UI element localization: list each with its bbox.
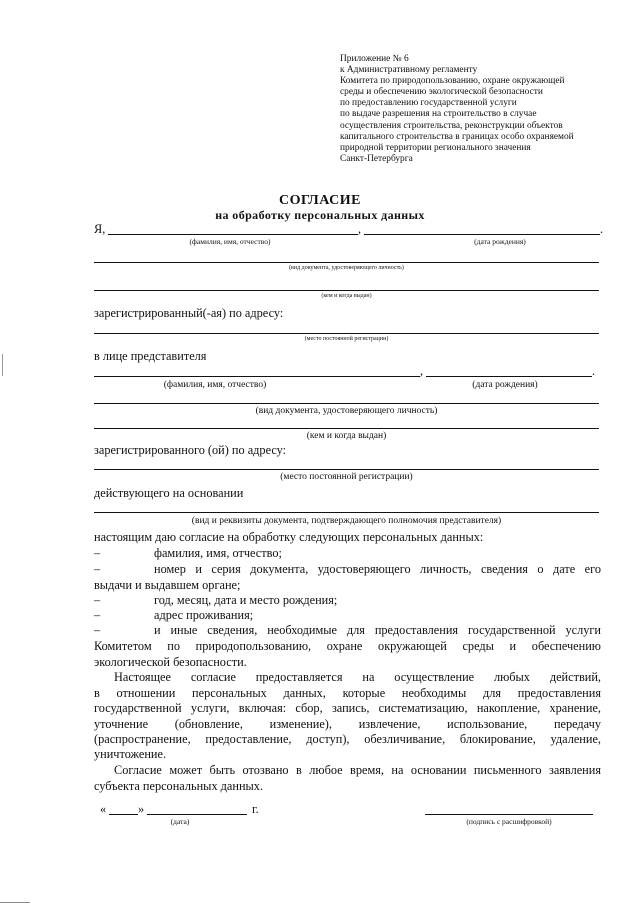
list-dash: – [94, 623, 101, 637]
subject-registered-label: зарегистрированный(-ая) по адресу: [94, 306, 284, 320]
caption-representative-doc: (вид документа, удостоверяющего личность) [255, 406, 438, 416]
revocation-paragraph: Согласие может быть отозвано в любое время, на основании письменного заявления [114, 763, 601, 777]
subject-prefix: Я, [94, 222, 106, 236]
caption-signature: (подпись с расшифровкой) [466, 817, 552, 826]
comma-separator: , [358, 222, 362, 236]
date-year-suffix: г. [252, 802, 259, 816]
consent-paragraph-line: Настоящее согласие предоставляется на осуществление любых действий, [114, 670, 601, 684]
caption-representative-basis: (вид и реквизиты документа, подтверждающего полномочия представителя) [191, 516, 502, 526]
representative-document-field[interactable] [94, 403, 599, 404]
revocation-paragraph-end: субъекта персональных данных. [94, 779, 264, 793]
appendix-line: Комитета по природопользованию, охране окружающей [340, 76, 565, 87]
subject-name-field[interactable] [108, 234, 358, 235]
appendix-line: осуществления строительства, реконструкции объектов [340, 120, 563, 131]
appendix-line: природной территории регионального значения [340, 142, 531, 153]
consent-paragraph-line: государственной услуги, включая: сбор, запись, систематизацию, накопление, хранение, [94, 701, 601, 715]
appendix-line: по предоставлению государственной услуги [340, 98, 517, 109]
appendix-line: по выдаче разрешения на строительство в случае [340, 109, 537, 120]
consent-paragraph-line: (распространение, предоставление, доступ), обезличивание, блокирование, удаление, [94, 732, 601, 746]
date-quote-close: » [138, 802, 145, 816]
period-separator: . [600, 222, 604, 236]
appendix-line: Приложение № 6 [340, 54, 409, 64]
date-quote-open: « [100, 802, 107, 816]
consent-item-other: и иные сведения, необходимые для предоставления государственной услуги [154, 623, 601, 637]
document-title: СОГЛАСИЕ [279, 193, 361, 208]
caption-subject-address: (место постоянной регистрации) [304, 336, 389, 342]
representative-name-field[interactable] [94, 376, 420, 377]
list-dash: – [94, 608, 101, 622]
consent-paragraph-end: уничтожение. [94, 747, 167, 761]
caption-subject-name: (фамилия, имя, отчество) [189, 237, 271, 246]
consent-paragraph-line: уточнение (обновление, изменение), извлечение, использование, передачу [94, 717, 601, 731]
appendix-header [340, 54, 630, 165]
comma-separator: , [420, 364, 424, 378]
caption-representative-name: (фамилия, имя, отчество) [163, 380, 267, 390]
list-dash: – [94, 562, 101, 576]
caption-subject-doc: (вид документа, удостоверяющего личность) [289, 265, 404, 271]
appendix-line: к Административному регламенту [340, 65, 478, 76]
caption-representative-birth: (дата рождения) [472, 380, 538, 390]
representative-basis-label: действующего на основании [94, 486, 244, 500]
subject-birth-field[interactable] [364, 234, 600, 235]
consent-item-address: адрес проживания; [154, 608, 254, 622]
appendix-line: Санкт-Петербурга [340, 153, 413, 164]
representative-label: в лице представителя [94, 349, 207, 363]
representative-registered-label: зарегистрированного (ой) по адресу: [94, 443, 287, 457]
consent-paragraph-line: в отношении персональных данных, которые необходимы для предоставления [94, 686, 601, 700]
subject-document-field[interactable] [94, 262, 599, 263]
consent-item-document-cont: выдачи и выдавшем органе; [94, 578, 241, 592]
subject-issued-field[interactable] [94, 290, 599, 291]
list-dash: – [94, 546, 101, 560]
caption-subject-issued: (кем и когда выдан) [321, 293, 372, 299]
consent-item-birth: год, месяц, дата и место рождения; [154, 593, 338, 607]
scan-edge-mark [2, 354, 3, 376]
signature-field[interactable] [425, 814, 593, 815]
subject-address-field[interactable] [94, 333, 599, 334]
date-month-year-field[interactable] [147, 814, 247, 815]
appendix-line: капитального строительства в границах особо охраняемой [340, 131, 574, 142]
representative-basis-field[interactable] [94, 512, 599, 513]
caption-representative-address: (место постоянной регистрации) [280, 472, 413, 482]
representative-birth-field[interactable] [426, 376, 592, 377]
caption-subject-birth: (дата рождения) [474, 237, 526, 246]
document-subtitle: на обработку персональных данных [215, 208, 425, 222]
consent-item-document: номер и серия документа, удостоверяющего личность, сведения о дате его [154, 562, 601, 576]
period-separator: . [592, 364, 596, 378]
consent-item-other-cont: Комитетом по природопользованию, охране окружающей среды и обеспечению [94, 639, 601, 653]
scan-bottom-mark [0, 902, 30, 903]
representative-issued-field[interactable] [94, 428, 599, 429]
appendix-line: среды и обеспечению экологической безопасности [340, 87, 543, 98]
caption-date: (дата) [170, 817, 190, 826]
representative-address-field[interactable] [94, 469, 599, 470]
consent-item-name: фамилия, имя, отчество; [154, 546, 282, 560]
date-day-field[interactable] [109, 814, 138, 815]
consent-item-other-end: экологической безопасности. [94, 655, 247, 669]
caption-representative-issued: (кем и когда выдан) [306, 431, 387, 441]
list-dash: – [94, 593, 101, 607]
consent-intro: настоящим даю согласие на обработку следующих персональных данных: [94, 530, 484, 544]
